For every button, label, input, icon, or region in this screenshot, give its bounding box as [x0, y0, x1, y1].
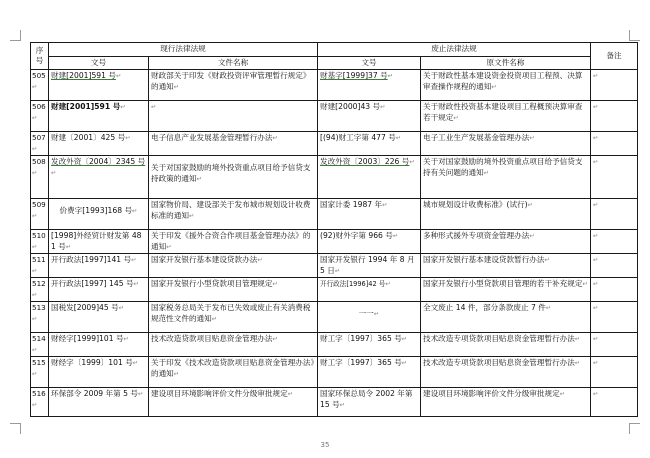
remarks-cell: ↵	[591, 357, 638, 388]
table-row	[31, 254, 638, 278]
row-seq: 507↵	[31, 132, 49, 156]
repealed-doc-no: 国家开发银行 1994 年 8 月 5 日↵	[318, 254, 421, 278]
repealed-doc-no: 开行政法[1996]42 号↵	[318, 278, 421, 302]
crop-mark-top-left	[10, 30, 21, 41]
row-seq: 506↵	[31, 101, 49, 132]
current-doc-no: 发改外资〔2004〕2345 号↵	[49, 156, 149, 199]
current-doc-no: [1998]外经贸计财发第 481 号↵	[49, 230, 149, 254]
repealed-doc-no: (92)财外字第 966 号↵	[318, 230, 421, 254]
repealed-doc-no: 国家环保总局令 2002 年第 15 号↵	[318, 388, 421, 417]
current-doc-no: 开行政法[1997] 145 号↵	[49, 278, 149, 302]
header-seq: 序 号	[31, 43, 49, 70]
header-repealed-doc-no: 文号	[318, 56, 421, 70]
current-doc-name: 国家开发银行小型贷款项目管理规定↵	[149, 278, 318, 302]
header-remarks: 备注	[591, 43, 638, 70]
row-seq: 510↵	[31, 230, 49, 254]
header-current-laws: 现行法律法规	[49, 43, 318, 57]
repealed-doc-name: 关于对国家鼓励的境外投资重点项目给予信贷支持有关问题的通知↵	[421, 156, 591, 199]
table-row	[31, 388, 638, 417]
current-doc-no: 财经字〔1999〕101 号↵	[49, 357, 149, 388]
current-doc-no: 财经字[1999]101 号↵	[49, 333, 149, 357]
current-doc-name: 国家开发银行基本建设贷款办法↵	[149, 254, 318, 278]
current-doc-name: 财政部关于印发《财政投资评审管理暂行规定》的通知↵	[149, 70, 318, 101]
remarks-cell: ↵	[591, 333, 638, 357]
table-row	[31, 278, 638, 302]
table-row	[31, 101, 638, 132]
repealed-doc-no: [(94)财工字第 477 号↵	[318, 132, 421, 156]
repealed-doc-name: 全文废止 14 件，部分条款废止 7 件↵	[421, 302, 591, 333]
page-number: 35	[320, 441, 330, 449]
remarks-cell: ↵	[591, 156, 638, 199]
table-row	[31, 156, 638, 199]
current-doc-name: ↵	[149, 101, 318, 132]
header-repealed-orig-name: 原文件名称	[421, 56, 591, 70]
current-doc-no: 财建[2001]591 号↵	[49, 70, 149, 101]
table-row	[31, 70, 638, 101]
row-seq: 515↵	[31, 357, 49, 388]
repealed-doc-no: 财工字〔1997〕365 号↵	[318, 333, 421, 357]
repealed-doc-no: 财基字[1999]37 号↵	[318, 70, 421, 101]
table-row	[31, 132, 638, 156]
repealed-doc-name: 技术改造专项贷款项目贴息资金管理暂行办法↵	[421, 357, 591, 388]
repealed-doc-name: 关于财政性投资基本建设项目工程概预决算审查若干规定↵	[421, 101, 591, 132]
current-doc-no: 环保部令 2009 年第 5 号↵	[49, 388, 149, 417]
row-seq: 512↵	[31, 278, 49, 302]
repealed-doc-no: 一一↵	[318, 302, 421, 333]
crop-mark-top-right	[629, 30, 640, 41]
remarks-cell: ↵	[591, 302, 638, 333]
repealed-doc-no: 财建[2000]43 号↵	[318, 101, 421, 132]
current-doc-no: 价费字[1993]168 号↵	[49, 199, 149, 230]
crop-mark-bottom-left	[10, 423, 21, 434]
row-seq: 508↵	[31, 156, 49, 199]
row-seq: 511↵	[31, 254, 49, 278]
repealed-doc-name: 多种形式援外专项资金管理办法↵	[421, 230, 591, 254]
repealed-doc-no: 国家计委 1987 年↵	[318, 199, 421, 230]
current-doc-no: 财建[2001]591 号↵	[49, 101, 149, 132]
repealed-doc-name: 关于财政性基本建设资金投资项目工程预、决算审查操作规程的通知↵	[421, 70, 591, 101]
current-doc-no: 国税发[2009]45 号↵	[49, 302, 149, 333]
row-seq: 513↵	[31, 302, 49, 333]
repealed-doc-name: 城市规划设计收费标准》(试行)↵	[421, 199, 591, 230]
row-seq: 509↵	[31, 199, 49, 230]
regulations-table	[30, 42, 638, 417]
current-doc-name: 关于印发《援外合资合作项目基金管理办法》的通知↵	[149, 230, 318, 254]
table-row	[31, 357, 638, 388]
repealed-doc-no: 财工字〔1997〕365 号↵	[318, 357, 421, 388]
repealed-doc-name: 国家开发银行基本建设贷款暂行办法↵	[421, 254, 591, 278]
current-doc-name: 电子信息产业发展基金管理暂行办法↵	[149, 132, 318, 156]
current-doc-name: 关于印发《技术改造贷款项目贴息资金管理办法》的通知↵	[149, 357, 318, 388]
crop-mark-bottom-right	[629, 423, 640, 434]
repealed-doc-no: 发改外资〔2003〕226 号↵	[318, 156, 421, 199]
table-row	[31, 230, 638, 254]
repealed-doc-name: 电子工业生产发展基金管理办法↵	[421, 132, 591, 156]
current-doc-name: 国家物价局、建设部关于发布城市规划设计收费标准的通知↵	[149, 199, 318, 230]
remarks-cell: ↵	[591, 254, 638, 278]
row-seq: 516↵	[31, 388, 49, 417]
current-doc-name: 技术改造贷款项目贴息资金管理办法↵	[149, 333, 318, 357]
header-current-doc-no: 文号	[49, 56, 149, 70]
repealed-doc-name: 建设项目环境影响评价文件分级审批规定↵	[421, 388, 591, 417]
row-seq: 514↵	[31, 333, 49, 357]
remarks-cell: ↵	[591, 101, 638, 132]
current-doc-no: 财建〔2001〕425 号↵	[49, 132, 149, 156]
current-doc-name: 关于对国家鼓励的境外投资重点项目给予信贷支持政策的通知↵	[149, 156, 318, 199]
remarks-cell: ↵	[591, 199, 638, 230]
repealed-doc-name: 国家开发银行小型贷款项目管理的若干补充规定↵	[421, 278, 591, 302]
repealed-doc-name: 技术改造专项贷款项目贴息资金管理暂行办法↵	[421, 333, 591, 357]
current-doc-name: 建设项目环境影响评价文件分级审批规定↵	[149, 388, 318, 417]
remarks-cell: ↵	[591, 132, 638, 156]
table-row	[31, 333, 638, 357]
table-row	[31, 302, 638, 333]
current-doc-name: 国家税务总局关于发布已失效或废止有关消费税规范性文件的通知↵	[149, 302, 318, 333]
remarks-cell: ↵	[591, 278, 638, 302]
row-seq: 505↵	[31, 70, 49, 101]
remarks-cell: ↵	[591, 70, 638, 101]
header-current-doc-name: 文件名称	[149, 56, 318, 70]
remarks-cell: ↵	[591, 388, 638, 417]
remarks-cell: ↵	[591, 230, 638, 254]
table-row	[31, 199, 638, 230]
current-doc-no: 开行政法[1997]141 号↵	[49, 254, 149, 278]
header-repealed-laws: 废止法律法规	[318, 43, 591, 57]
